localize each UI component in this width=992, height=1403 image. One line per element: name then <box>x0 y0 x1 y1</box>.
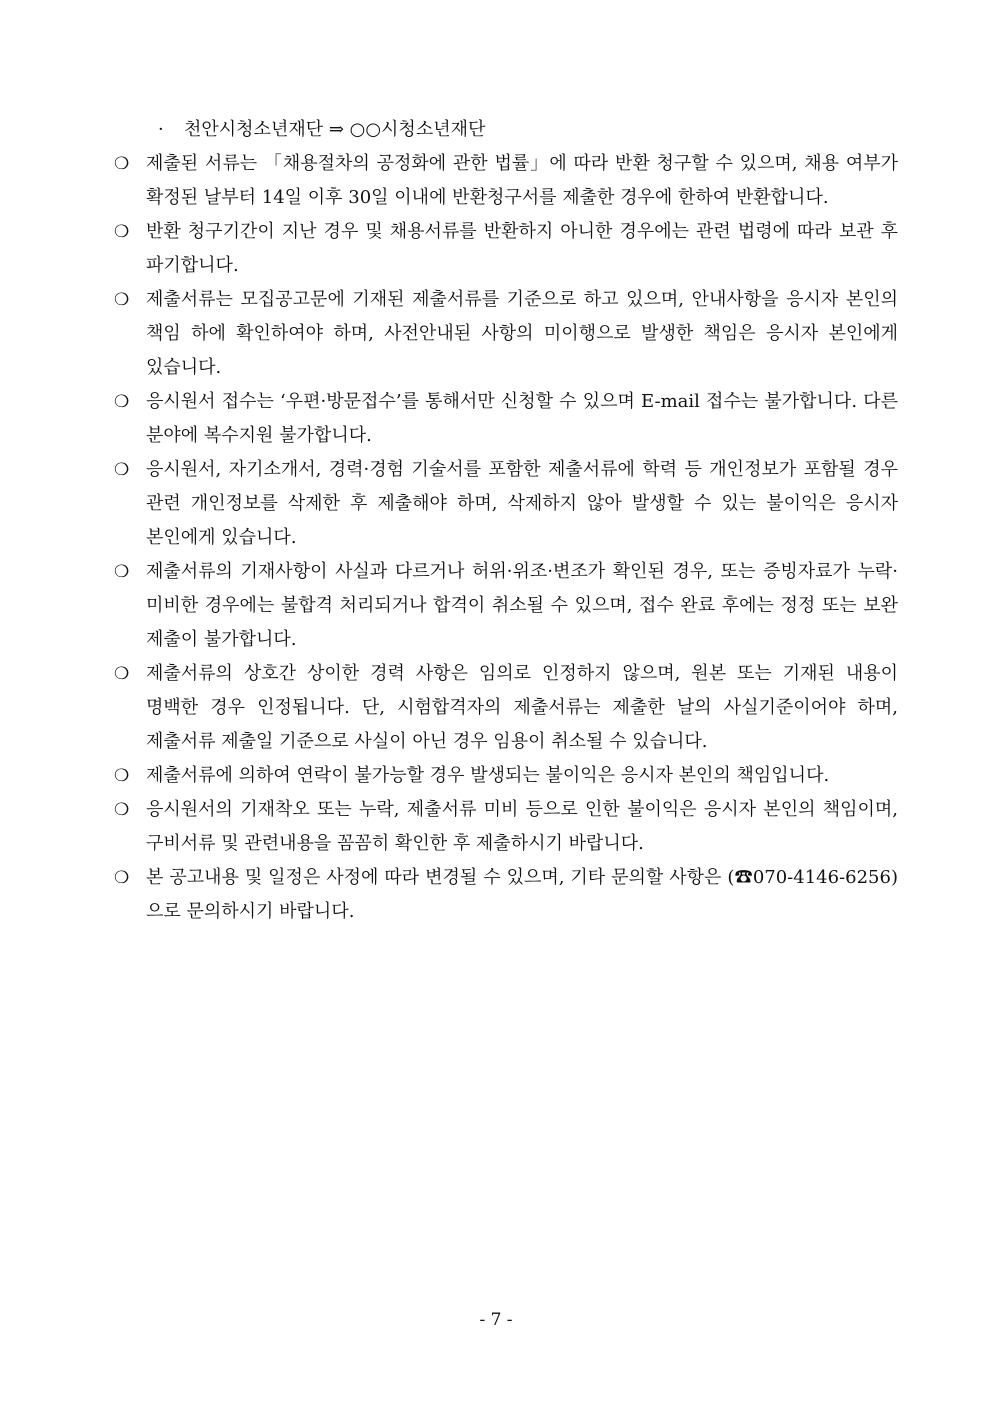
list-item <box>112 147 898 215</box>
circle-bullet-icon: ❍ <box>114 800 130 820</box>
list-item-text: 제출서류는 모집공고문에 기재된 제출서류를 기준으로 하고 있으며, 안내사항을 응시자 본인의 책임 하에 확인하여야 하며, 사전안내된 사항의 미이행으로 발생한 책임은 응시자 본인에게 있습니다. <box>146 289 898 378</box>
list-item <box>112 657 898 759</box>
list-item-text: 반환 청구기간이 지난 경우 및 채용서류를 반환하지 아니한 경우에는 관련 법령에 따라 보관 후 파기합니다. <box>146 221 898 276</box>
list-item <box>112 861 898 929</box>
list-item-text: 응시원서의 기재착오 또는 누락, 제출서류 미비 등으로 인한 불이익은 응시자 본인의 책임이며, 구비서류 및 관련내용을 꼼꼼히 확인한 후 제출하시기 바랍니다. <box>146 799 898 854</box>
list-item <box>112 793 898 861</box>
list-item <box>112 759 898 793</box>
list-item-text: 제출서류에 의하여 연락이 불가능할 경우 발생되는 불이익은 응시자 본인의 책임입니다. <box>146 765 830 786</box>
page-number: - 7 - <box>479 1310 513 1330</box>
circle-bullet-icon: ❍ <box>114 766 130 786</box>
circle-bullet-icon: ❍ <box>114 290 130 310</box>
list-item-text: 제출된 서류는 「채용절차의 공정화에 관한 법률」에 따라 반환 청구할 수 있으며, 채용 여부가 확정된 날부터 14일 이후 30일 이내에 반환청구서를 제출한 경우에 한하여 반환합니다. <box>146 153 898 208</box>
list-item <box>112 385 898 453</box>
list-item-text: 제출서류의 상호간 상이한 경력 사항은 임의로 인정하지 않으며, 원본 또는 기재된 내용이 명백한 경우 인정됩니다. 단, 시험합격자의 제출서류는 제출한 날의 사실기준이어야 하며, 제출서류 제출일 기준으로 사실이 아닌 경우 임용이 취소될 수 있습니다. <box>146 663 898 752</box>
notice-list <box>112 147 898 929</box>
middle-dot-icon: · <box>158 119 164 140</box>
sub-item <box>158 113 485 147</box>
circle-bullet-icon: ❍ <box>114 562 130 582</box>
list-item <box>112 283 898 385</box>
list-item-text: 본 공고내용 및 일정은 사정에 따라 변경될 수 있으며, 기타 문의할 사항은 (☎070-4146-6256)으로 문의하시기 바랍니다. <box>146 867 898 922</box>
list-item-text: 제출서류의 기재사항이 사실과 다르거나 허위·위조·변조가 확인된 경우, 또는 증빙자료가 누락·미비한 경우에는 불합격 처리되거나 합격이 취소될 수 있으며, 접수 완료 후에는 정정 또는 보완 제출이 불가합니다. <box>146 561 898 650</box>
circle-bullet-icon: ❍ <box>114 868 130 888</box>
circle-bullet-icon: ❍ <box>114 222 130 242</box>
list-item <box>112 215 898 283</box>
circle-bullet-icon: ❍ <box>114 392 130 412</box>
list-item <box>112 555 898 657</box>
circle-bullet-icon: ❍ <box>114 460 130 480</box>
circle-bullet-icon: ❍ <box>114 664 130 684</box>
list-item <box>112 453 898 555</box>
list-item-text: 응시원서, 자기소개서, 경력·경험 기술서를 포함한 제출서류에 학력 등 개인정보가 포함될 경우 관련 개인정보를 삭제한 후 제출해야 하며, 삭제하지 않아 발생할 수 있는 불이익은 응시자 본인에게 있습니다. <box>146 459 898 548</box>
circle-bullet-icon: ❍ <box>114 154 130 174</box>
sub-item-text: 천안시청소년재단 ⇒ ○○시청소년재단 <box>184 119 486 140</box>
list-item-text: 응시원서 접수는 ‘우편·방문접수’를 통해서만 신청할 수 있으며 E-mail 접수는 불가합니다. 다른 분야에 복수지원 불가합니다. <box>146 391 898 446</box>
